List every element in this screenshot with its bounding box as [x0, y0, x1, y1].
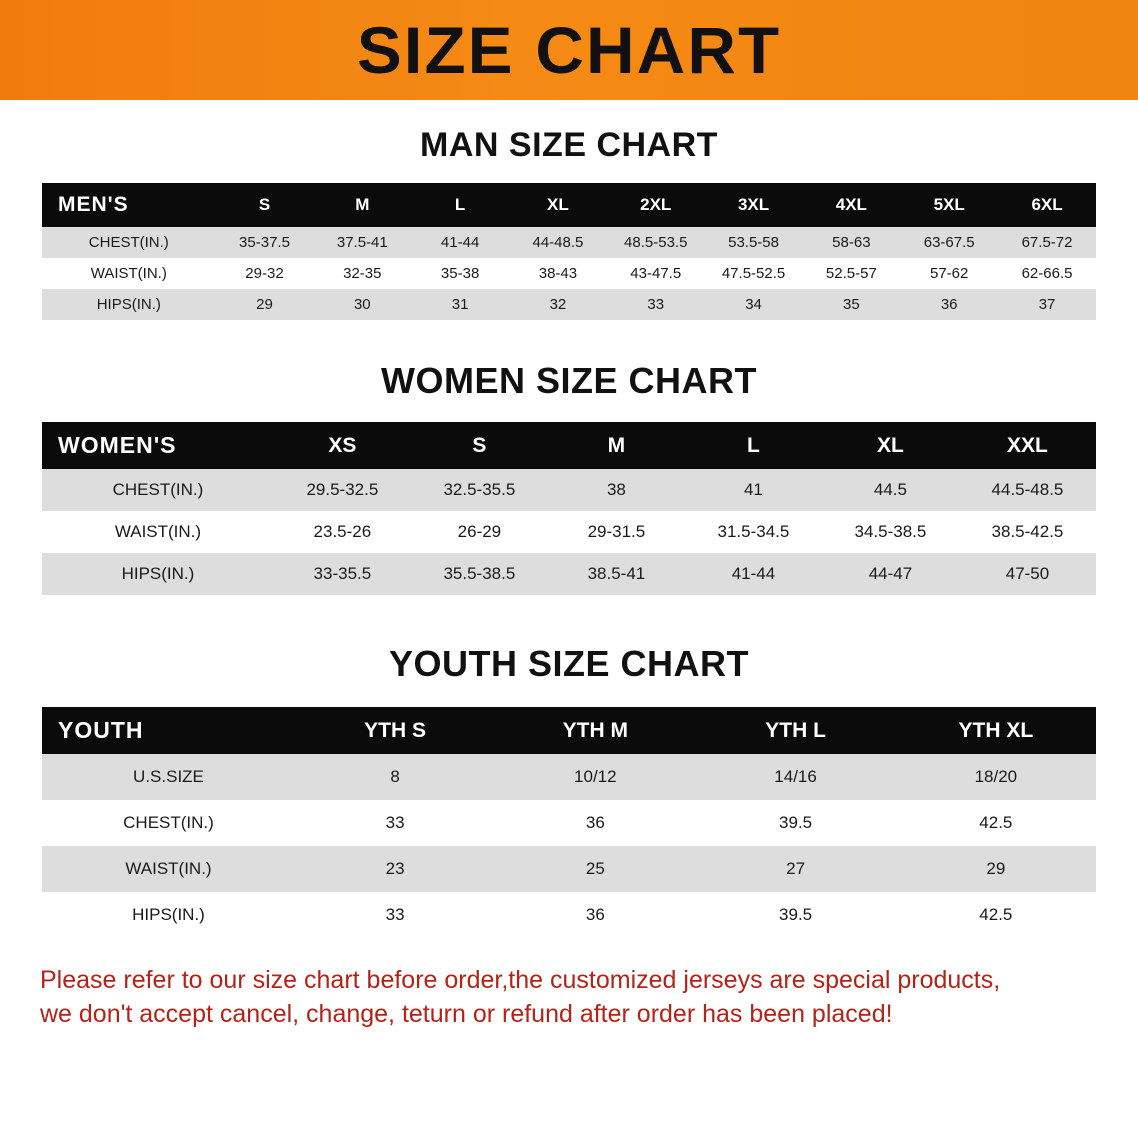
- table-row: [42, 800, 1096, 846]
- man-row-label-waist: WAIST(IN.): [42, 258, 216, 289]
- women-hips-l: 41-44: [685, 553, 822, 595]
- table-row: [42, 469, 1096, 511]
- man-header-5xl: 5XL: [900, 183, 998, 227]
- youth-table-wrap: [0, 707, 1138, 938]
- youth-row-label-chest: CHEST(IN.): [42, 800, 295, 846]
- notice-line-2: we don't accept cancel, change, teturn or refund after order has been placed!: [40, 999, 893, 1028]
- man-chest-3xl: 53.5-58: [705, 227, 803, 258]
- youth-chest-s: 33: [295, 800, 495, 846]
- youth-header-m: YTH M: [495, 707, 695, 754]
- women-size-table: [42, 422, 1096, 595]
- man-waist-6xl: 62-66.5: [998, 258, 1096, 289]
- women-row-label-hips: HIPS(IN.): [42, 553, 274, 595]
- women-header-xl: XL: [822, 422, 959, 469]
- women-chest-xxl: 44.5-48.5: [959, 469, 1096, 511]
- youth-chest-l: 39.5: [695, 800, 895, 846]
- man-waist-3xl: 47.5-52.5: [705, 258, 803, 289]
- women-hips-xs: 33-35.5: [274, 553, 411, 595]
- man-header-xl: XL: [509, 183, 607, 227]
- youth-header-xl: YTH XL: [896, 707, 1096, 754]
- man-hips-2xl: 33: [607, 289, 705, 320]
- man-hips-6xl: 37: [998, 289, 1096, 320]
- man-header-3xl: 3XL: [705, 183, 803, 227]
- women-chest-l: 41: [685, 469, 822, 511]
- man-hips-4xl: 35: [802, 289, 900, 320]
- notice-text: [40, 964, 1098, 1032]
- man-chest-xl: 44-48.5: [509, 227, 607, 258]
- youth-waist-m: 25: [495, 846, 695, 892]
- women-header-xs: XS: [274, 422, 411, 469]
- table-row: [42, 892, 1096, 938]
- man-table-wrap: [0, 183, 1138, 320]
- table-row: [42, 846, 1096, 892]
- man-header-m: M: [313, 183, 411, 227]
- youth-size-table: [42, 707, 1096, 938]
- women-waist-xl: 34.5-38.5: [822, 511, 959, 553]
- man-chest-l: 41-44: [411, 227, 509, 258]
- banner: [0, 0, 1138, 100]
- man-chest-m: 37.5-41: [313, 227, 411, 258]
- youth-header-s: YTH S: [295, 707, 495, 754]
- youth-ussize-l: 14/16: [695, 754, 895, 800]
- youth-row-label-ussize: U.S.SIZE: [42, 754, 295, 800]
- women-waist-l: 31.5-34.5: [685, 511, 822, 553]
- youth-row-label-hips: HIPS(IN.): [42, 892, 295, 938]
- man-waist-xl: 38-43: [509, 258, 607, 289]
- youth-waist-s: 23: [295, 846, 495, 892]
- table-row: [42, 754, 1096, 800]
- man-waist-m: 32-35: [313, 258, 411, 289]
- youth-hips-m: 36: [495, 892, 695, 938]
- women-header-m: M: [548, 422, 685, 469]
- women-chest-xs: 29.5-32.5: [274, 469, 411, 511]
- man-row-label-hips: HIPS(IN.): [42, 289, 216, 320]
- man-chest-4xl: 58-63: [802, 227, 900, 258]
- women-waist-xxl: 38.5-42.5: [959, 511, 1096, 553]
- man-header-l: L: [411, 183, 509, 227]
- women-hips-s: 35.5-38.5: [411, 553, 548, 595]
- youth-header-label: YOUTH: [42, 707, 295, 754]
- man-chest-5xl: 63-67.5: [900, 227, 998, 258]
- youth-hips-l: 39.5: [695, 892, 895, 938]
- youth-hips-s: 33: [295, 892, 495, 938]
- banner-title: SIZE CHART: [356, 13, 782, 87]
- youth-ussize-xl: 18/20: [896, 754, 1096, 800]
- man-chest-2xl: 48.5-53.5: [607, 227, 705, 258]
- man-waist-4xl: 52.5-57: [802, 258, 900, 289]
- man-waist-2xl: 43-47.5: [607, 258, 705, 289]
- women-table-wrap: [0, 422, 1138, 595]
- women-waist-s: 26-29: [411, 511, 548, 553]
- table-row: [42, 227, 1096, 258]
- man-header-2xl: 2XL: [607, 183, 705, 227]
- women-hips-xl: 44-47: [822, 553, 959, 595]
- man-waist-l: 35-38: [411, 258, 509, 289]
- table-header-row: [42, 183, 1096, 227]
- women-header-l: L: [685, 422, 822, 469]
- man-chest-6xl: 67.5-72: [998, 227, 1096, 258]
- man-chest-s: 35-37.5: [216, 227, 314, 258]
- man-hips-l: 31: [411, 289, 509, 320]
- man-size-table: [42, 183, 1096, 320]
- youth-waist-xl: 29: [896, 846, 1096, 892]
- man-section-title: MAN SIZE CHART: [420, 126, 718, 164]
- women-header-xxl: XXL: [959, 422, 1096, 469]
- table-header-row: [42, 422, 1096, 469]
- man-hips-5xl: 36: [900, 289, 998, 320]
- man-header-s: S: [216, 183, 314, 227]
- youth-ussize-m: 10/12: [495, 754, 695, 800]
- man-header-6xl: 6XL: [998, 183, 1096, 227]
- youth-section-title: YOUTH SIZE CHART: [388, 643, 749, 684]
- women-row-label-waist: WAIST(IN.): [42, 511, 274, 553]
- women-chest-xl: 44.5: [822, 469, 959, 511]
- youth-chest-xl: 42.5: [896, 800, 1096, 846]
- women-header-s: S: [411, 422, 548, 469]
- table-row: [42, 258, 1096, 289]
- women-chest-m: 38: [548, 469, 685, 511]
- women-hips-xxl: 47-50: [959, 553, 1096, 595]
- man-row-label-chest: CHEST(IN.): [42, 227, 216, 258]
- youth-hips-xl: 42.5: [896, 892, 1096, 938]
- man-waist-5xl: 57-62: [900, 258, 998, 289]
- man-hips-s: 29: [216, 289, 314, 320]
- youth-chest-m: 36: [495, 800, 695, 846]
- man-waist-s: 29-32: [216, 258, 314, 289]
- women-section-title: WOMEN SIZE CHART: [381, 360, 757, 401]
- youth-ussize-s: 8: [295, 754, 495, 800]
- man-hips-xl: 32: [509, 289, 607, 320]
- man-header-label: MEN'S: [42, 183, 216, 227]
- women-row-label-chest: CHEST(IN.): [42, 469, 274, 511]
- youth-waist-l: 27: [695, 846, 895, 892]
- women-header-label: WOMEN'S: [42, 422, 274, 469]
- man-header-4xl: 4XL: [802, 183, 900, 227]
- youth-header-l: YTH L: [695, 707, 895, 754]
- women-chest-s: 32.5-35.5: [411, 469, 548, 511]
- table-header-row: [42, 707, 1096, 754]
- man-hips-m: 30: [313, 289, 411, 320]
- table-row: [42, 553, 1096, 595]
- women-waist-xs: 23.5-26: [274, 511, 411, 553]
- women-hips-m: 38.5-41: [548, 553, 685, 595]
- youth-row-label-waist: WAIST(IN.): [42, 846, 295, 892]
- table-row: [42, 289, 1096, 320]
- notice-line-1: Please refer to our size chart before order,the customized jerseys are special products,: [40, 966, 1001, 994]
- table-row: [42, 511, 1096, 553]
- women-waist-m: 29-31.5: [548, 511, 685, 553]
- man-hips-3xl: 34: [705, 289, 803, 320]
